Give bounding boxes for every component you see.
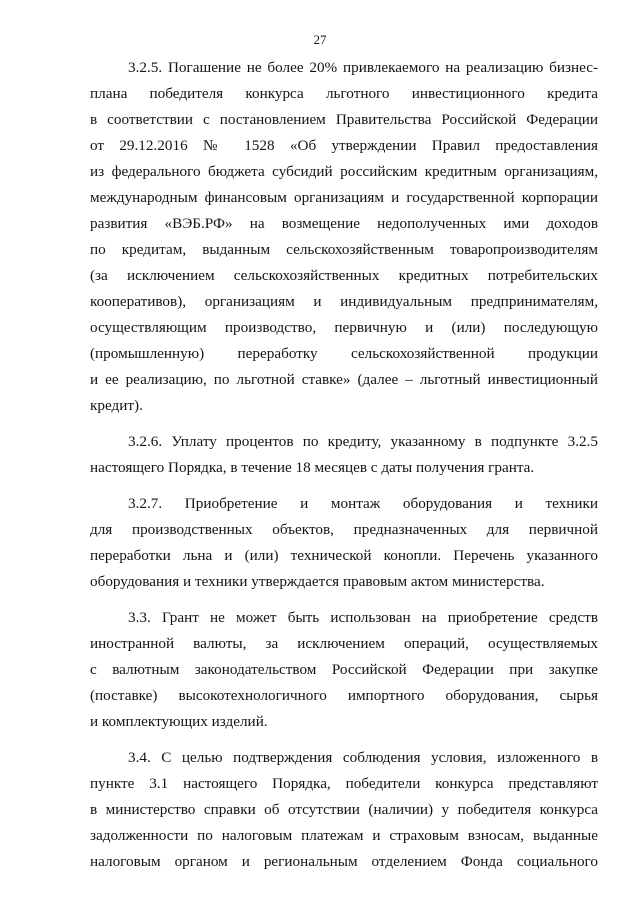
text-line: (промышленную) переработку сельскохозяйственной продукции bbox=[90, 345, 598, 362]
text-line: развития «ВЭБ.РФ» на возмещение недополученных ими доходов bbox=[90, 215, 598, 232]
text-line: международным финансовым организациям и государственной корпорации bbox=[90, 189, 598, 206]
text-line: и комплектующих изделий. bbox=[90, 713, 268, 730]
text-line: осуществляющим производство, первичную и (или) последующую bbox=[90, 319, 598, 336]
text-line: плана победителя конкурса льготного инвестиционного кредита bbox=[90, 85, 598, 102]
text-line: из федерального бюджета субсидий российским кредитным организациям, bbox=[90, 163, 598, 180]
text-line: 3.3. Грант не может быть использован на приобретение средств bbox=[128, 609, 598, 626]
document-body bbox=[90, 55, 598, 875]
text-line: кредит). bbox=[90, 397, 143, 414]
text-line: (за исключением сельскохозяйственных кредитных потребительских bbox=[90, 267, 598, 284]
page-number: 27 bbox=[313, 32, 327, 47]
text-line: настоящего Порядка, в течение 18 месяцев с даты получения гранта. bbox=[90, 459, 535, 476]
text-line: переработки льна и (или) технической конопли. Перечень указанного bbox=[90, 547, 598, 564]
text-line: кооперативов), организациям и индивидуальным предпринимателям, bbox=[90, 293, 598, 310]
text-line: с валютным законодательством Российской Федерации при закупке bbox=[90, 661, 598, 678]
text-line: от 29.12.2016 № 1528 «Об утверждении Правил предоставления bbox=[90, 137, 598, 154]
text-line: по кредитам, выданным сельскохозяйственным товаропроизводителям bbox=[90, 241, 598, 258]
text-line: для производственных объектов, предназначенных для первичной bbox=[90, 521, 598, 538]
text-line: пункте 3.1 настоящего Порядка, победители конкурса представляют bbox=[90, 775, 598, 792]
text-line: иностранной валюты, за исключением операций, осуществляемых bbox=[90, 635, 598, 652]
text-line: 3.2.6. Уплату процентов по кредиту, указанному в подпункте 3.2.5 bbox=[128, 433, 598, 450]
paragraph-3-2-6 bbox=[90, 429, 598, 481]
paragraph-3-4 bbox=[90, 745, 598, 875]
text-line: 3.2.5. Погашение не более 20% привлекаемого на реализацию бизнес- bbox=[128, 59, 598, 76]
paragraph-3-2-5 bbox=[90, 55, 598, 419]
text-line: и ее реализацию, по льготной ставке» (далее – льготный инвестиционный bbox=[90, 371, 598, 388]
text-line: задолженности по налоговым платежам и страховым взносам, выданные bbox=[90, 827, 598, 844]
paragraph-3-2-7 bbox=[90, 491, 598, 595]
text-line: (поставке) высокотехнологичного импортного оборудования, сырья bbox=[90, 687, 598, 704]
paragraph-3-3 bbox=[90, 605, 598, 735]
text-line: в министерство справки об отсутствии (наличии) у победителя конкурса bbox=[90, 801, 598, 818]
text-line: налоговым органом и региональным отделением Фонда социального bbox=[90, 853, 598, 870]
text-line: 3.2.7. Приобретение и монтаж оборудования и техники bbox=[128, 495, 598, 512]
text-line: оборудования и техники утверждается правовым актом министерства. bbox=[90, 573, 545, 590]
text-line: в соответствии с постановлением Правительства Российской Федерации bbox=[90, 111, 598, 128]
text-line: 3.4. С целью подтверждения соблюдения условия, изложенного в bbox=[128, 749, 598, 766]
